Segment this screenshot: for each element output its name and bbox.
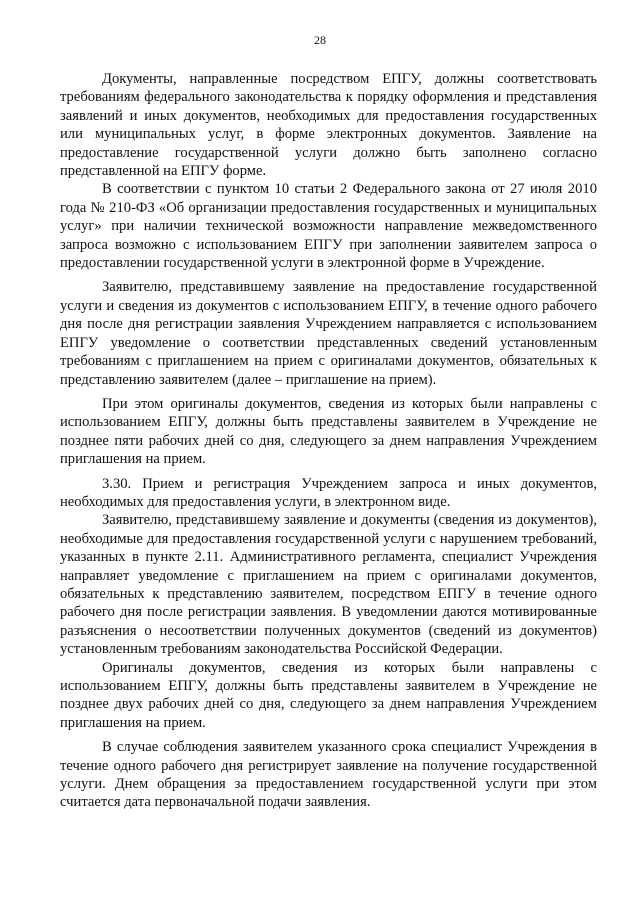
paragraph-epgu-requirements: Документы, направленные посредством ЕПГУ, должны соответствовать требованиям федерального законодательства к порядку оформления и представления заявлений и иных документов, необходимых для предоставления государственных или муниципальных услуг, в форме электронных документов. Заявление на предоставление государственной услуги должно быть заполнено согласно представленной на ЕПГУ форме. [60,71,597,180]
paragraph-registration-date: В случае соблюдения заявителем указанного срока специалист Учреждения в течение одного рабочего дня регистрирует заявление на получение государственной услуги. Днем обращения за предоставлением государственной услуги при этом считается дата первоначальной подачи заявления. [60,739,597,811]
page-number: 28 [314,33,326,47]
document-body [60,70,597,812]
paragraph-requirements-violation: Заявителю, представившему заявление и документы (сведения из документов), необходимые для предоставления государственной услуги с нарушением требований, указанных в пункте 2.11. Административного регламента, специалист Учреждения направляет уведомление с приглашением на прием с оригиналами документов, обязательных к представлению заявителем, посредством ЕПГУ в течение одного рабочего дня после регистрации заявления. В уведомлении даются мотивированные разъяснения о несоответствии полученных документов (сведений из документов) установленным требованиям законодательства Российской Федерации. [60,512,597,658]
paragraph-originals-two-days: Оригиналы документов, сведения из которых были направлены с использованием ЕПГУ, должны быть представлены заявителем в Учреждение не позднее двух рабочих дней со дня, следующего за днем направления Учреждением приглашения на прием. [60,659,597,731]
paragraph-originals-five-days: При этом оригиналы документов, сведения из которых были направлены с использованием ЕПГУ, должны быть представлены заявителем в Учреждение не позднее пяти рабочих дней со дня, следующего за днем направления Учреждением приглашения на прием. [60,395,597,468]
paragraph-interagency-request: В соответствии с пунктом 10 статьи 2 Федерального закона от 27 июля 2010 года № 210-ФЗ «Об организации предоставления государственных и муниципальных услуг» при наличии технической возможности направление межведомственного запроса возможно с использованием ЕПГУ при заполнении заявителем запроса о предоставлении государственной услуги в электронной форме в Учреждение. [60,181,597,272]
paragraph-invitation-notice: Заявителю, представившему заявление на предоставление государственной услуги и сведения из документов с использованием ЕПГУ, в течение одного рабочего дня после дня регистрации заявления Учреждением направляется с использованием ЕПГУ уведомление о соответствии представленных сведений установленным требованиям с приглашением на прием с оригиналами документов, обязательных к представлению заявителем (далее – приглашение на прием). [60,279,597,388]
section-heading-3-30: 3.30. Прием и регистрация Учреждением запроса и иных документов, необходимых для предоставления услуги, в электронном виде. [60,475,597,510]
